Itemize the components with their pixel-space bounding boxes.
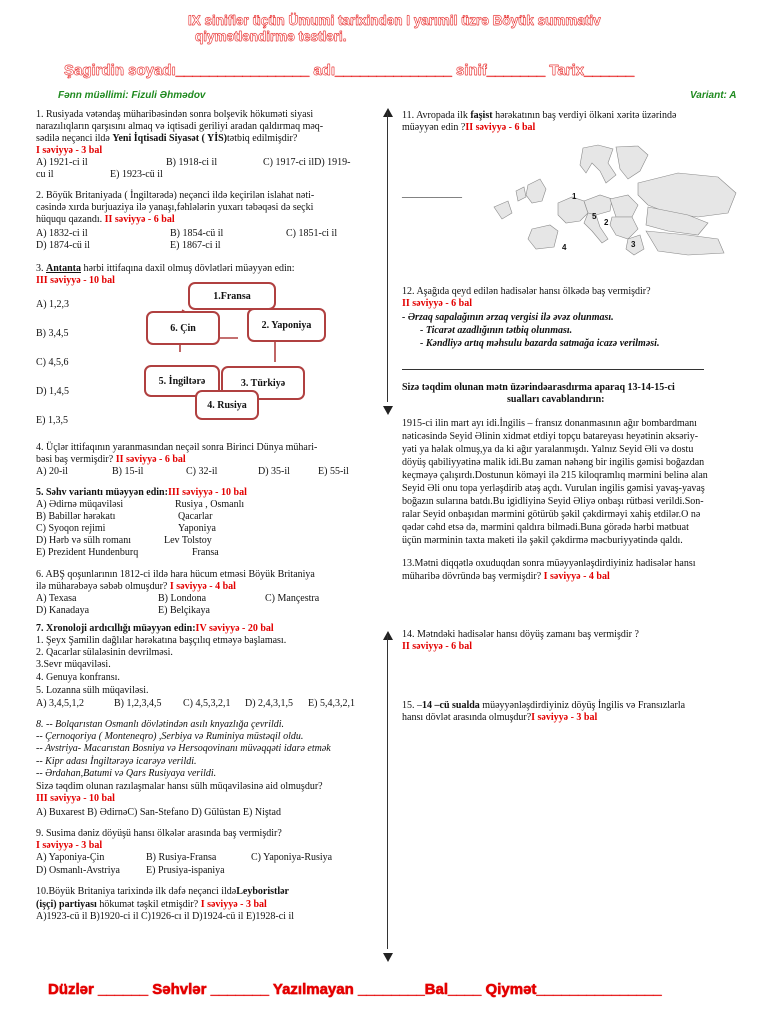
q8-level: III səviyyə - 10 bal <box>36 793 115 804</box>
q3-option-d[interactable]: D) 1,4,5 <box>36 386 70 397</box>
q11-line-2: müəyyən edin ?II səviyyə - 6 bal <box>402 122 536 133</box>
q1-option-cd[interactable]: C) 1917-ci ilD) 1919- <box>263 157 351 168</box>
divider-arrow-up <box>383 103 393 122</box>
q12-item-1: - Ərzaq sapalağının ərzaq vergisi ilə əvəz olunması. <box>402 312 614 323</box>
q9-option-c[interactable]: C) Yaponiya-Rusiya <box>251 852 333 863</box>
q3-option-e[interactable]: E) 1,3,5 <box>36 415 68 426</box>
q6-line-1: 6. ABŞ qoşunlarının 1812-ci ildə hara hücum etməsi Böyük Britaniya <box>36 569 315 580</box>
q2-line-2: cəsində xırda burjuaziya ilə yanaşı,fəhlələrin yuxarı təbəqəsi də seçki <box>36 202 314 213</box>
q6-option-d[interactable]: D) Kanadaya <box>36 605 90 616</box>
passage-line-8: ralar Seyid onbaşıdan mərmini götürüb şəkil çəkdirməyi xahiş etdilər.O nə <box>402 509 701 520</box>
q14-level: II səviyyə - 6 bal <box>402 641 472 652</box>
diagram-box-turkey: 3. Türkiyə <box>221 366 305 400</box>
divider-line-top <box>387 112 388 402</box>
q13-line-1: 13.Mətni diqqətlə oxuduqdan sonra müəyyənləşdirdiyiniz hadisələr hansı <box>402 558 696 569</box>
q8-options[interactable]: A) Buxarest B) ƏdirnəC) San-Stefano D) Gülüstan E) Niştad <box>36 807 281 818</box>
q8-item-5: -- Ərdahan,Batumi və Qars Rusiyaya verildi. <box>36 768 217 779</box>
q6-line-2: ilə müharəbəyə səbəb olmuşdur? I səviyyə - 4 bal <box>36 581 236 592</box>
q5-option-d[interactable]: D) Hərb və sülh romanı <box>36 535 131 546</box>
q1-line-3: sədilə neçənci ildə Yeni İqtisadi Siyasət ( YİS)tətbiq edilmişdir? <box>36 133 298 144</box>
footer-score-line: Düzlər ______ Səhvlər _______ Yazılmayan ________Bal____ Qiymət_______________ <box>48 981 662 998</box>
q4-option-a[interactable]: A) 20-il <box>36 466 68 477</box>
q5-option-c-pair: Yaponiya <box>178 523 216 534</box>
q5-option-e-pair: Fransa <box>192 547 219 558</box>
q2-option-b[interactable]: B) 1854-cü il <box>170 228 224 239</box>
q8-item-2: -- Çernoqoriya ( Monteneqro) ,Serbiya və Ruminiya müstəqil oldu. <box>36 731 304 742</box>
q4-option-e[interactable]: E) 55-il <box>318 466 349 477</box>
q10-options[interactable]: A)1923-cü il B)1920-ci il C)1926-cı il D)1924-cü il E)1928-ci il <box>36 911 295 922</box>
q6-option-b[interactable]: B) Londona <box>158 593 207 604</box>
q12-item-2: - Ticarət azadlığının tətbiq olunması. <box>420 325 573 336</box>
q2-line-1: 2. Böyük Britaniyada ( İngiltərədə) neçənci ildə keçirilən islahat nəti- <box>36 190 315 201</box>
passage-line-9: qədər cəhd etsə də, mərmini qaldıra bilmədi.Buna görədə hərbi mətbuat <box>402 522 689 533</box>
passage-line-6: Seyid Əli onu topa yerləşdirib atəş açdı. Vurulan ingilis gəmisi yavaş-yavaş <box>402 483 705 494</box>
q7-option-d[interactable]: D) 2,4,3,1,5 <box>245 698 294 709</box>
q6-option-c[interactable]: C) Mançestra <box>265 593 320 604</box>
q4-line-2: bəsi baş vermişdir? II səviyyə - 6 bal <box>36 454 186 465</box>
q1-option-b[interactable]: B) 1918-ci il <box>166 157 218 168</box>
q4-option-b[interactable]: B) 15-il <box>112 466 144 477</box>
map-label-4: 4 <box>562 243 567 252</box>
q5-option-b[interactable]: B) Babillər hərəkatı <box>36 511 116 522</box>
q13-line-2: müharibə dövründə baş vermişdir? I səviyyə - 4 bal <box>402 571 610 582</box>
q7-option-c[interactable]: C) 4,5,3,2,1 <box>183 698 231 709</box>
q11-answer-blank[interactable]: ____________ <box>402 188 462 199</box>
q9-line-1: 9. Susima dəniz döyüşü hansı ölkələr arasında baş vermişdir? <box>36 828 282 839</box>
q7-item-2: 2. Qacarlar sülaləsinin devrilməsi. <box>36 647 173 658</box>
q1-option-d-cont: cu il <box>36 169 54 180</box>
section-divider <box>402 369 704 370</box>
q1-option-a[interactable]: A) 1921-ci il <box>36 157 88 168</box>
q12-line-1: 12. Aşağıda qeyd edilən hadisələr hansı ölkədə baş vermişdir? <box>402 286 651 297</box>
student-info-line: Şagirdin soyadı________________ adı______________ sinif_______ Tarix______ <box>64 62 635 79</box>
map-label-3: 3 <box>631 240 636 249</box>
q5-option-b-pair: Qacarlar <box>178 511 213 522</box>
diagram-box-china: 6. Çin <box>146 311 220 345</box>
q9-option-e[interactable]: E) Prusiya-ispaniya <box>146 865 225 876</box>
q7-option-a[interactable]: A) 3,4,5,1,2 <box>36 698 85 709</box>
passage-line-5: keçməyə çalışırdı.Dostunun köməyi ilə 215 kiloqramlıq mərmini belinə alan <box>402 470 708 481</box>
q6-option-e[interactable]: E) Belçikaya <box>158 605 210 616</box>
divider-line-bottom <box>387 635 388 949</box>
q2-option-e[interactable]: E) 1867-ci il <box>170 240 221 251</box>
q3-option-a[interactable]: A) 1,2,3 <box>36 299 70 310</box>
q11-line-1: 11. Avropada ilk faşist hərəkatının baş verdiyi ölkəni xəritə üzərində <box>402 110 677 121</box>
q7-option-e[interactable]: E) 5,4,3,2,1 <box>308 698 355 709</box>
map-label-5: 5 <box>592 212 597 221</box>
q14-line-1: 14. Mətndəki hadisələr hansı döyüş zamanı baş vermişdir ? <box>402 629 639 640</box>
passage-line-7: boğazın sularına batdı.Bu igidliyinə Seyid Əliyə onbaşı rütbəsi verildi.Son- <box>402 496 704 507</box>
q5-option-c[interactable]: C) Syoqon rejimi <box>36 523 106 534</box>
q1-line-1: 1. Rusiyada vətəndaş müharibəsindən sonra bolşevik hökuməti siyasi <box>36 109 314 120</box>
q6-option-a[interactable]: A) Texasa <box>36 593 77 604</box>
divider-arrow-up-2 <box>383 626 393 645</box>
q7-option-b[interactable]: B) 1,2,3,4,5 <box>114 698 162 709</box>
q5-option-a[interactable]: A) Ədirnə müqaviləsi <box>36 499 124 510</box>
q2-option-a[interactable]: A) 1832-ci il <box>36 228 88 239</box>
q9-option-b[interactable]: B) Rusiya-Fransa <box>146 852 217 863</box>
q10-line-2: (işçi) partiyası hökumət təşkil etmişdir? I səviyyə - 3 bal <box>36 899 267 910</box>
diagram-box-england: 5. İngiltərə <box>144 365 220 397</box>
q7-item-5: 5. Lozanna sülh müqaviləsi. <box>36 685 149 696</box>
title-line-2: qiymətləndirmə testləri. <box>195 29 347 44</box>
q10-line-1: 10.Böyük Britaniya tarixində ilk dəfə neçənci ildəLeyboristlər <box>36 886 289 897</box>
q7-item-4: 4. Genuya konfransı. <box>36 672 120 683</box>
q2-option-c[interactable]: C) 1851-ci il <box>286 228 338 239</box>
divider-arrow-down-2 <box>383 948 393 967</box>
map-label-2: 2 <box>604 218 609 227</box>
q3-level: III səviyyə - 10 bal <box>36 275 115 286</box>
q8-item-4: -- Kipr adası İngiltərəyə icarəyə verildi. <box>36 756 197 767</box>
q4-line-1: 4. Üçlər ittifaqının yaranmasından neçəil sonra Birinci Dünya mühari- <box>36 442 318 453</box>
q9-option-d[interactable]: D) Osmanlı-Avstriya <box>36 865 120 876</box>
q12-item-3: - Kəndliyə artıq məhsulu bazarda satmağa icazə verilməsi. <box>420 338 660 349</box>
passage-line-10: üçün mərminin taxta maketi ilə şəkil çəkdirmə məcburiyyətində qaldı. <box>402 535 683 546</box>
q8-item-1: 8. -- Bolqarıstan Osmanlı dövlətindən asılı knyazlığa çevrildi. <box>36 719 285 730</box>
teacher-name: Fənn müəllimi: Fizuli Əhmədov <box>58 90 206 101</box>
q3-option-c[interactable]: C) 4,5,6 <box>36 357 69 368</box>
diagram-box-japan: 2. Yaponiya <box>247 308 326 342</box>
q5-option-d-pair: Lev Tolstoy <box>164 535 212 546</box>
passage-line-2: nəticəsində Seyid Əlinin xidmət etdiyi topçu batareyası heyətinin əksəriy- <box>402 431 699 442</box>
q2-option-d[interactable]: D) 1874-cü il <box>36 240 90 251</box>
q4-option-d[interactable]: D) 35-il <box>258 466 290 477</box>
q8-item-3: -- Avstriya- Macarıstan Bosniya və Hersoqovinanı müvəqqəti idarə etmək <box>36 743 331 754</box>
diagram-box-russia: 4. Rusiya <box>195 390 259 420</box>
passage-heading-1: Sizə təqdim olunan mətn üzərindəarasdırma aparaq 13-14-15-ci <box>402 382 675 393</box>
europe-map <box>488 143 738 277</box>
title-line-1: IX siniflər üçün Ümumi tarixindən I yarımil üzrə Böyük summativ <box>188 13 601 28</box>
q8-question: Sizə təqdim olunan razılaşmalar hansı sülh müqaviləsinə aid olmuşdur? <box>36 781 323 792</box>
q12-level: II səviyyə - 6 bal <box>402 298 472 309</box>
q5-title: 5. Səhv variantı müəyyən edin:III səviyyə - 10 bal <box>36 487 247 498</box>
q5-option-e[interactable]: E) Prezident Hundenburq <box>36 547 139 558</box>
q7-item-1: 1. Şeyx Şamilin dağlılar hərəkatına başçılıq etməyə başlaması. <box>36 635 287 646</box>
q9-level: I səviyyə - 3 bal <box>36 840 103 851</box>
q1-level: I səviyyə - 3 bal <box>36 145 103 156</box>
q3-question: 3. Antanta hərbi ittifaqına daxil olmuş dövlətləri müəyyən edin: <box>36 263 295 274</box>
passage-line-4: döyüş qabiliyyətinə malik idi.Bu zaman nəhəng bir ingilis gəmisi boğazdan <box>402 457 705 468</box>
q7-item-3: 3.Sevr müqaviləsi. <box>36 659 111 670</box>
q15-line-2: hansı dövlət arasında olmuşdur?I səviyyə - 3 bal <box>402 712 598 723</box>
passage-line-3: yəti ya həlak olmuş,ya da ki ağır yaralanmışdı. Yalnız Seyid Əli və dostu <box>402 444 694 455</box>
map-label-1: 1 <box>572 192 577 201</box>
q1-line-2: narazılıqların qarşısını almaq və iqtisadi geriliyi aradan qaldırmaq məq- <box>36 121 324 132</box>
q4-option-c[interactable]: C) 32-il <box>186 466 218 477</box>
q7-title: 7. Xronoloji ardıcıllığı müəyyən edin:IV səviyyə - 20 bal <box>36 623 274 634</box>
divider-arrow-down <box>383 401 393 420</box>
passage-heading-2: sualları cavablandırın: <box>507 394 605 405</box>
q9-option-a[interactable]: A) Yaponiya-Çin <box>36 852 105 863</box>
variant-label: Variant: A <box>690 90 737 101</box>
q2-line-3: hüququ qazandı. II səviyyə - 6 bal <box>36 214 175 225</box>
passage-line-1: 1915-ci ilin mart ayı idi.İngilis – fransız donanmasının ağır bombardmanı <box>402 418 697 429</box>
q15-line-1: 15. –14 –cü sualda müəyyənləşdirdiyiniz döyüş İngilis və Fransızlarla <box>402 700 686 711</box>
q1-option-e[interactable]: E) 1923-cü il <box>110 169 163 180</box>
diagram-box-france: 1.Fransa <box>188 282 276 310</box>
q3-option-b[interactable]: B) 3,4,5 <box>36 328 69 339</box>
q5-option-a-pair: Rusiya , Osmanlı <box>175 499 245 510</box>
